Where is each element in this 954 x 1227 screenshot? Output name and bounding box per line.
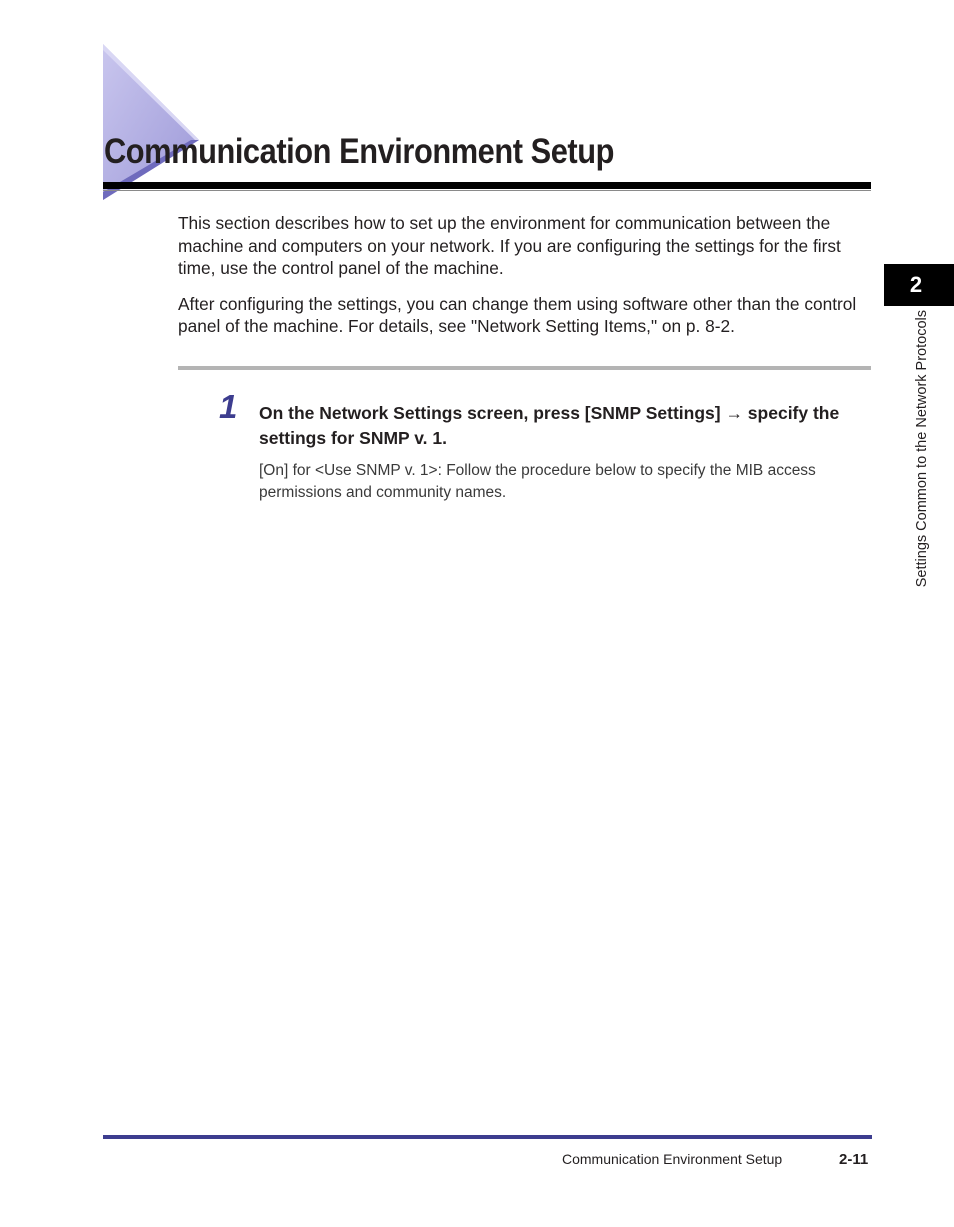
section-divider: [178, 366, 871, 370]
page-title: Communication Environment Setup: [104, 132, 615, 171]
chapter-tab[interactable]: 2: [884, 264, 954, 306]
intro-section: [178, 212, 873, 351]
title-rule-underline: [103, 190, 871, 191]
page-number: 2-11: [839, 1151, 869, 1168]
chapter-title-sidebar: [893, 310, 933, 638]
title-rule: [103, 182, 871, 189]
corner-triangle-decoration: [103, 44, 203, 200]
footer-rule: [103, 1135, 872, 1139]
intro-paragraph: This section describes how to set up the environment for communication between the machine and computers on your network. If you are configuring the settings for the first time, use the control panel of the machine.: [178, 213, 841, 278]
chapter-title-label: Settings Common to the Network Protocols: [914, 310, 930, 588]
step-title: On the Network Settings screen, press [SNMP Settings] → specify the settings for SNMP v. 1.: [259, 403, 840, 448]
intro-paragraph: After configuring the settings, you can change them using software other than the control panel of the machine. For details, see "Network Setting Items," on p. 8-2.: [178, 293, 857, 336]
step-description: [On] for <Use SNMP v. 1>: Follow the procedure below to specify the MIB access permissions and community names.: [259, 462, 816, 501]
step-number: 1: [219, 388, 238, 425]
footer-section-title: Communication Environment Setup: [562, 1151, 783, 1167]
